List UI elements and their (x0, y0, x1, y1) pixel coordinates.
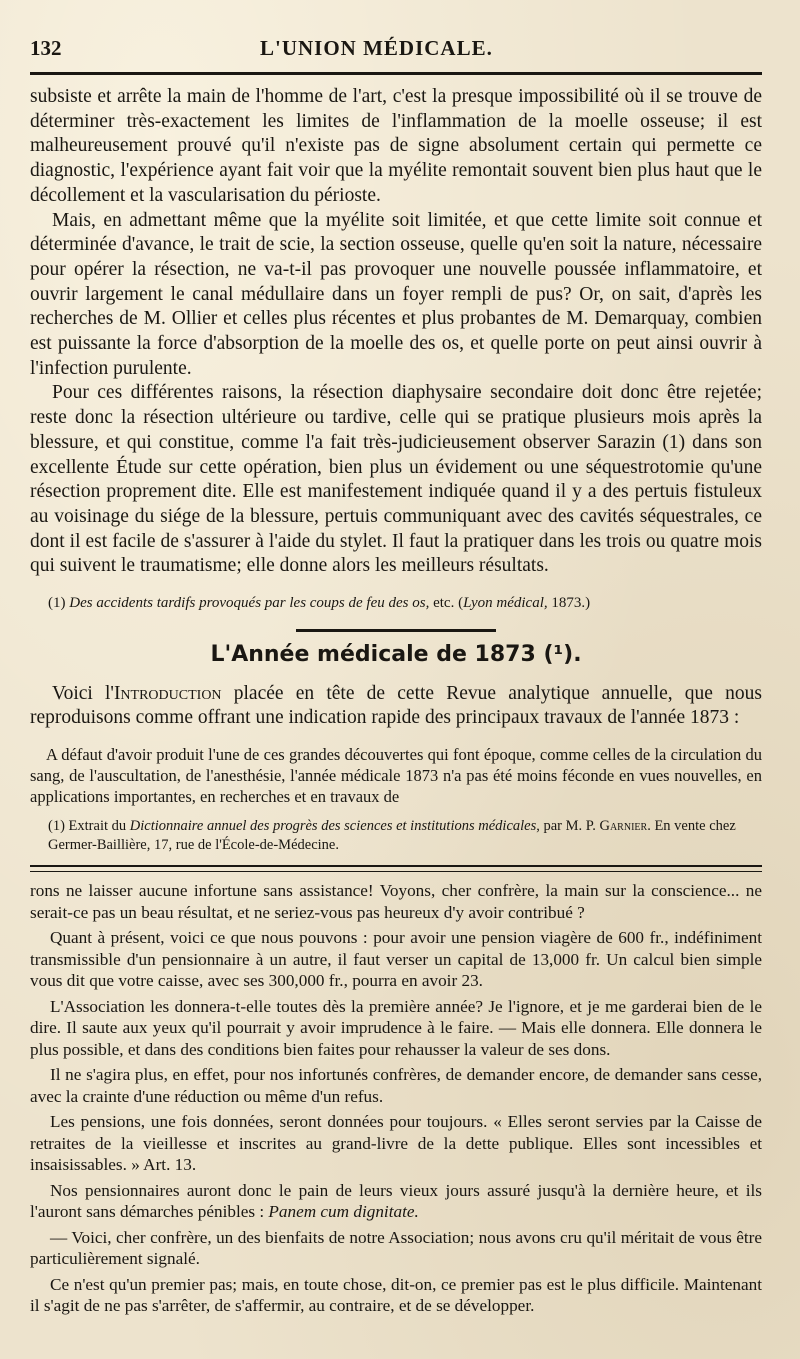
section-title-note: (¹) (543, 642, 574, 668)
page-number: 132 (30, 36, 62, 60)
paragraph: Pour ces différentes raisons, la résection diaphysaire secondaire doit donc être rejetée; reste donc la résection ultérieure ou tardive, celle qui se pratique plusieurs mois après la blessure, et qui constitue, comme l'a fait très-judicieusement observer Sarazin (1) dans son excellente Étude sur cette opération, bien plus un évidement ou une séquestrotomie qu'une résection proprement dite. Elle est manifestement indiquée quand il y a des pertuis fistuleux au voisinage du siége de la blessure, pertuis communiquant avec des cavités séquestrales, ce dont il est facile de s'assurer à l'aide du stylet. Il faut la pratiquer dans les trois ou quatre mois qui suivent le traumatisme; elle donne alors les meilleurs résultats. (30, 382, 762, 577)
association-article (30, 880, 762, 1317)
quote-paragraph: A défaut d'avoir produit l'une de ces grandes découvertes qui font époque, comme celles de la circulation du sang, de l'auscultation, de l'anesthésie, l'année médicale 1873 n'a pas été moins féconde en vues nouvelles, en applications importantes, en recherches et en travaux de (30, 745, 762, 807)
paragraph: rons ne laisser aucune infortune sans assistance! Voyons, cher confrère, la main sur la conscience... ne serait-ce pas un beau résultat, et ne seriez-vous pas heureux d'y avoir contribué ? (30, 881, 762, 922)
double-rule-divider (30, 865, 762, 872)
section-intro (30, 682, 762, 730)
paragraph: Les pensions, une fois données, seront données pour toujours. « Elles seront servies par la Caisse de retraites de la vieillesse et inscrites au grand-livre de la dette publique. Elles sont incessibles et insaisissables. » Art. 13. (30, 1112, 762, 1175)
page-header (30, 36, 762, 70)
footnote-mark: (1) (48, 595, 66, 612)
section-title: L'Année médicale de 1873 (¹). (210, 642, 582, 668)
section-divider (296, 629, 496, 632)
footnote-title: Des accidents tardifs provoqués par les coups de feu des os, (69, 595, 430, 612)
section-footnote: (1) Extrait du Dictionnaire annuel des progrès des sciences et institutions médicales, par M. P. Garnier. En vente chez Germer-Baillière, 17, rue de l'École-de-Médecine. (48, 818, 736, 854)
quoted-introduction (30, 744, 762, 807)
intro-paragraph: Voici l'Introduction placée en tête de cette Revue analytique annuelle, que nous reproduisons comme offrant une indication rapide des principaux travaux de l'année 1873 : (30, 683, 762, 729)
paragraph: Quant à présent, voici ce que nous pouvons : pour avoir une pension viagère de 600 fr., indéfiniment transmissible d'un pensionnaire à un autre, il faut verser un capital de 13,000 fr. Un calcul bien simple vous dit que votre caisse, avec ses 300,000 fr., pourra en avoir 23. (30, 928, 762, 991)
paragraph: — Voici, cher confrère, un des bienfaits de notre Association; nous avons cru qu'il méritait de vous être particulièrement signalé. (30, 1227, 762, 1269)
footnote-journal: Lyon médical, (463, 595, 548, 612)
header-rule (30, 72, 762, 75)
paragraph: Nos pensionnaires auront donc le pain de leurs vieux jours assuré jusqu'à la dernière heure, et ils l'auront sans démarches pénibles : Panem cum dignitate. (30, 1180, 762, 1222)
paragraph: subsiste et arrête la main de l'homme de l'art, c'est la presque impossibilité où il se trouve de déterminer très-exactement les limites de l'inflammation de la moelle osseuse; il est malheureusement prouvé qu'il n'existe pas de signe absolument certain qui permette ce diagnostic, l'expérience ayant fait voir que la myélite remontait souvent bien plus haut que le décollement et la vascularisation du périoste. (30, 86, 762, 206)
paragraph: Mais, en admettant même que la myélite soit limitée, et que cette limite soit connue et déterminée d'avance, le trait de scie, la section osseuse, quelle qu'en soit la nature, nécessaire pour opérer la résection, ne va-t-il pas provoquer une nouvelle poussée inflammatoire, et ouvrir largement le canal médullaire dans un foyer rempli de pus? Or, on sait, d'après les recherches de M. Ollier et celles plus récentes et plus probantes de M. Demarquay, combien est puissante la force d'absorption de la moelle des os, et quelle porte on peut ainsi ouvrir à l'infection purulente. (30, 209, 762, 379)
latin-phrase: Panem cum dignitate. (268, 1202, 419, 1222)
paragraph: Il ne s'agira plus, en effet, pour nos infortunés confrères, de demander encore, de demander sans cesse, avec la crainte d'une réduction ou même d'un refus. (30, 1065, 762, 1106)
article-continuation (30, 85, 762, 579)
journal-title: L'UNION MÉDICALE. (260, 36, 493, 60)
footnote: (1) Des accidents tardifs provoqués par les coups de feu des os, etc. (Lyon médical, 1873.) (48, 595, 591, 612)
paragraph: L'Association les donnera-t-elle toutes dès la première année? Je l'ignore, et je me garderai bien de le dire. Il saute aux yeux qu'il pourrait y avoir imprudence à le faire. — Mais elle donnera. Elle donnera le plus possible, et dans des conditions bien faites pour rehausser la valeur de ses dons. (30, 996, 762, 1059)
paragraph: Ce n'est qu'un premier pas; mais, en toute chose, dit-on, ce premier pas est le plus difficile. Maintenant il s'agit de ne pas s'arrêter, de s'affermir, au contraire, et de se développer. (30, 1274, 762, 1316)
